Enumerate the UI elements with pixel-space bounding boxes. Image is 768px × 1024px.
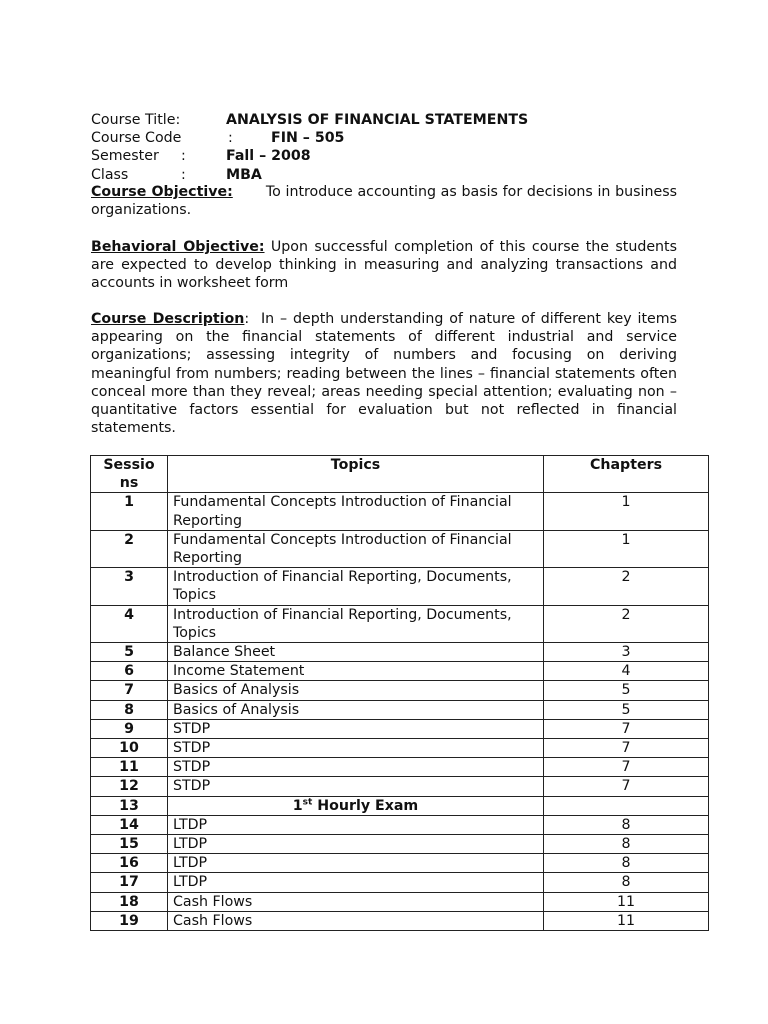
table-row <box>91 892 709 911</box>
table-row <box>91 662 709 681</box>
session-number: 14 <box>91 815 168 834</box>
course-objective-text: To introduce accounting as basis for decisions in business organizations. <box>91 184 677 219</box>
session-number: 4 <box>91 605 168 642</box>
session-schedule-table <box>90 455 709 931</box>
session-chapter: 4 <box>544 662 709 681</box>
course-description-colon: : <box>244 311 250 327</box>
course-code-separator: : <box>228 130 233 147</box>
table-row <box>91 605 709 642</box>
session-chapter: 11 <box>544 911 709 930</box>
session-number: 12 <box>91 777 168 796</box>
table-row <box>91 854 709 873</box>
course-code-label: Course Code <box>91 130 182 147</box>
behavioral-objective-text: Upon successful completion of this course the students are expected to develop thinking in measuring and analyzing transactions and accounts in worksheet form <box>91 239 678 292</box>
course-code-row <box>91 129 681 147</box>
session-chapter: 5 <box>544 700 709 719</box>
session-chapter: 2 <box>544 605 709 642</box>
table-row <box>91 777 709 796</box>
session-topic: Introduction of Financial Reporting, Documents, Topics <box>168 605 544 642</box>
table-body <box>91 493 709 931</box>
table-row <box>91 739 709 758</box>
session-topic: LTDP <box>168 854 544 873</box>
session-chapter: 8 <box>544 873 709 892</box>
session-chapter: 7 <box>544 719 709 738</box>
session-chapter: 3 <box>544 643 709 662</box>
behavioral-objective <box>91 238 677 293</box>
course-info <box>91 111 681 184</box>
session-topic: Basics of Analysis <box>168 681 544 700</box>
session-topic: LTDP <box>168 815 544 834</box>
semester-value: Fall – 2008 <box>226 148 311 165</box>
session-topic: STDP <box>168 719 544 738</box>
course-objective <box>91 183 677 219</box>
table-row <box>91 873 709 892</box>
session-topic: Fundamental Concepts Introduction of Financial Reporting <box>168 530 544 567</box>
session-chapter: 5 <box>544 681 709 700</box>
session-number: 9 <box>91 719 168 738</box>
session-number: 8 <box>91 700 168 719</box>
session-topic: Introduction of Financial Reporting, Documents, Topics <box>168 568 544 605</box>
chapters-column-header: Chapters <box>544 456 709 493</box>
session-chapter: 7 <box>544 758 709 777</box>
session-chapter: 8 <box>544 835 709 854</box>
session-number: 10 <box>91 739 168 758</box>
session-number: 2 <box>91 530 168 567</box>
session-topic: Cash Flows <box>168 911 544 930</box>
semester-row <box>91 147 681 165</box>
session-chapter: 2 <box>544 568 709 605</box>
session-topic: Balance Sheet <box>168 643 544 662</box>
sessions-column-header: Sessio ns <box>91 456 168 493</box>
exam-title: Hourly Exam <box>312 797 419 814</box>
session-topic: Income Statement <box>168 662 544 681</box>
table-row <box>91 568 709 605</box>
table-row <box>91 643 709 662</box>
session-number: 3 <box>91 568 168 605</box>
semester-label: Semester <box>91 148 159 165</box>
session-number: 15 <box>91 835 168 854</box>
session-chapter: 8 <box>544 815 709 834</box>
exam-ordinal-suffix: st <box>302 796 313 807</box>
course-code-value: FIN – 505 <box>271 130 345 147</box>
table-row <box>91 681 709 700</box>
session-chapter: 1 <box>544 493 709 530</box>
session-chapter <box>544 796 709 815</box>
session-chapter: 8 <box>544 854 709 873</box>
table-row <box>91 700 709 719</box>
session-topic: STDP <box>168 739 544 758</box>
class-row <box>91 166 681 184</box>
exam-label <box>168 796 544 815</box>
session-number: 16 <box>91 854 168 873</box>
session-number: 17 <box>91 873 168 892</box>
session-number: 6 <box>91 662 168 681</box>
topics-column-header: Topics <box>168 456 544 493</box>
table-row <box>91 758 709 777</box>
table-row <box>91 493 709 530</box>
session-topic: Cash Flows <box>168 892 544 911</box>
class-separator: : <box>181 166 186 183</box>
table-row <box>91 815 709 834</box>
session-chapter: 7 <box>544 739 709 758</box>
session-number: 11 <box>91 758 168 777</box>
session-chapter: 11 <box>544 892 709 911</box>
session-number: 19 <box>91 911 168 930</box>
course-title-row <box>91 111 681 129</box>
session-chapter: 7 <box>544 777 709 796</box>
table-header-row <box>91 456 709 493</box>
table-row <box>91 719 709 738</box>
session-topic: LTDP <box>168 835 544 854</box>
session-topic: LTDP <box>168 873 544 892</box>
table-row <box>91 911 709 930</box>
exam-ordinal: 1 <box>292 797 303 814</box>
class-value: MBA <box>226 166 262 183</box>
course-title-label: Course Title: <box>91 112 181 128</box>
semester-separator: : <box>181 148 186 165</box>
session-number: 1 <box>91 493 168 530</box>
table-row <box>91 796 709 815</box>
session-topic: Fundamental Concepts Introduction of Financial Reporting <box>168 493 544 530</box>
course-title-value: ANALYSIS OF FINANCIAL STATEMENTS <box>226 112 529 128</box>
session-number: 5 <box>91 643 168 662</box>
session-topic: STDP <box>168 758 544 777</box>
session-chapter: 1 <box>544 530 709 567</box>
class-label: Class <box>91 166 129 183</box>
table-row <box>91 530 709 567</box>
course-objective-heading: Course Objective: <box>91 184 233 200</box>
course-description-text: In – depth understanding of nature of different key items appearing on the financial statements of different industrial and service organizations; assessing integrity of numbers and focusing on deriving meaningful from numbers; reading between the lines – financial statements often conceal more than they reveal; areas needing special attention; evaluating non – quantitative factors essential for evaluation but not reflected in financial statements. <box>91 311 677 437</box>
session-number: 13 <box>91 796 168 815</box>
course-description-heading: Course Description <box>91 311 245 327</box>
session-number: 7 <box>91 681 168 700</box>
session-topic: Basics of Analysis <box>168 700 544 719</box>
session-number: 18 <box>91 892 168 911</box>
table-row <box>91 835 709 854</box>
session-topic: STDP <box>168 777 544 796</box>
behavioral-objective-heading: Behavioral Objective: <box>91 239 265 255</box>
course-description <box>91 310 677 437</box>
